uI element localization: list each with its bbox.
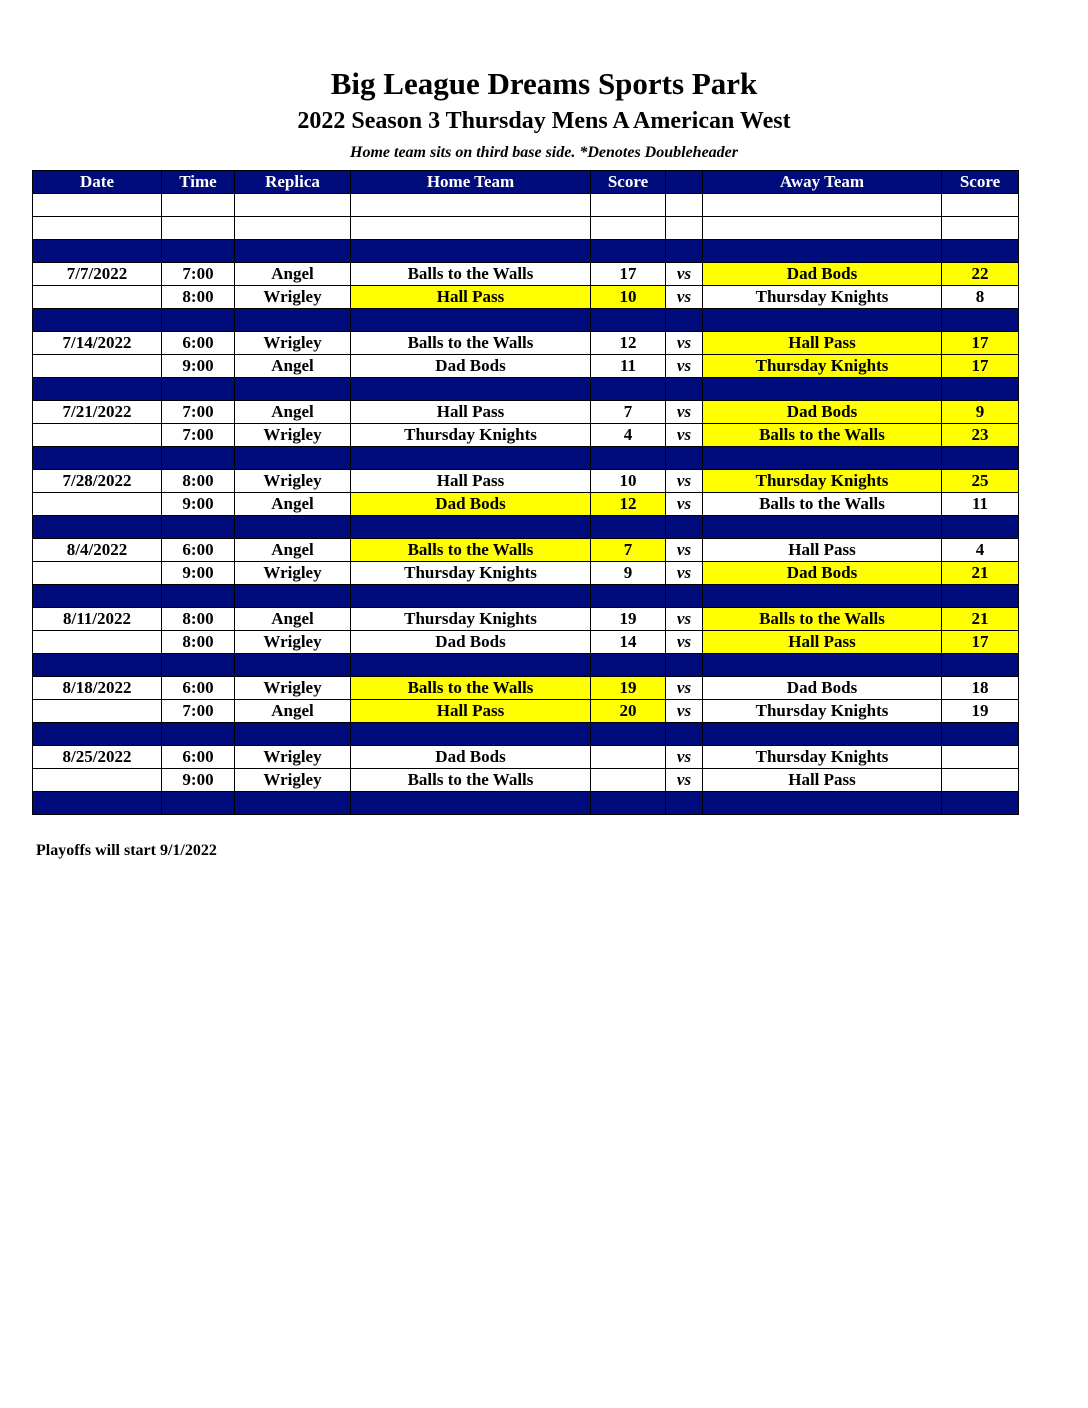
away-score-cell: 11	[942, 493, 1019, 516]
home-score-cell: 12	[591, 332, 666, 355]
separator-cell	[591, 447, 666, 470]
separator-cell	[235, 309, 351, 332]
separator-cell	[33, 240, 162, 263]
separator-cell	[33, 792, 162, 815]
separator-cell	[351, 309, 591, 332]
away-team-cell: Balls to the Walls	[703, 608, 942, 631]
home-team-cell: Dad Bods	[351, 631, 591, 654]
separator-cell	[942, 723, 1019, 746]
separator-cell	[235, 447, 351, 470]
blank-row	[33, 217, 1019, 240]
separator-cell	[351, 240, 591, 263]
col-header-away-score: Score	[942, 171, 1019, 194]
away-team-cell: Dad Bods	[703, 677, 942, 700]
vs-cell: vs	[666, 493, 703, 516]
separator-row	[33, 792, 1019, 815]
home-team-cell: Balls to the Walls	[351, 539, 591, 562]
separator-cell	[591, 792, 666, 815]
home-team-cell: Hall Pass	[351, 286, 591, 309]
playoffs-note: Playoffs will start 9/1/2022	[36, 842, 217, 859]
separator-cell	[666, 378, 703, 401]
separator-cell	[591, 309, 666, 332]
replica-cell: Angel	[235, 355, 351, 378]
home-team-cell: Balls to the Walls	[351, 332, 591, 355]
date-cell: 7/28/2022	[33, 470, 162, 493]
separator-cell	[235, 723, 351, 746]
date-cell: 8/25/2022	[33, 746, 162, 769]
away-score-cell: 23	[942, 424, 1019, 447]
time-cell: 8:00	[162, 631, 235, 654]
blank-cell	[942, 217, 1019, 240]
replica-cell: Wrigley	[235, 332, 351, 355]
date-cell	[33, 493, 162, 516]
page-subtitle: 2022 Season 3 Thursday Mens A American West	[297, 108, 791, 134]
replica-cell: Wrigley	[235, 631, 351, 654]
home-team-cell: Dad Bods	[351, 746, 591, 769]
separator-cell	[351, 723, 591, 746]
game-row	[33, 769, 1019, 792]
vs-cell: vs	[666, 769, 703, 792]
vs-cell: vs	[666, 470, 703, 493]
separator-cell	[942, 309, 1019, 332]
blank-cell	[703, 194, 942, 217]
replica-cell: Wrigley	[235, 470, 351, 493]
game-row	[33, 677, 1019, 700]
page-title: Big League Dreams Sports Park	[330, 66, 758, 101]
separator-cell	[33, 654, 162, 677]
away-score-cell	[942, 746, 1019, 769]
separator-cell	[591, 585, 666, 608]
game-row	[33, 401, 1019, 424]
home-team-cell: Hall Pass	[351, 470, 591, 493]
separator-cell	[703, 516, 942, 539]
separator-cell	[162, 378, 235, 401]
game-row	[33, 631, 1019, 654]
home-score-cell: 4	[591, 424, 666, 447]
replica-cell: Angel	[235, 539, 351, 562]
time-cell: 6:00	[162, 332, 235, 355]
home-team-cell: Balls to the Walls	[351, 677, 591, 700]
home-score-cell: 11	[591, 355, 666, 378]
separator-cell	[162, 723, 235, 746]
col-header-home-team: Home Team	[351, 171, 591, 194]
home-score-cell: 19	[591, 677, 666, 700]
separator-cell	[351, 516, 591, 539]
time-cell: 9:00	[162, 493, 235, 516]
away-team-cell: Dad Bods	[703, 562, 942, 585]
time-cell: 8:00	[162, 608, 235, 631]
date-cell	[33, 700, 162, 723]
away-score-cell: 8	[942, 286, 1019, 309]
separator-cell	[942, 378, 1019, 401]
separator-cell	[351, 654, 591, 677]
home-team-cell: Hall Pass	[351, 401, 591, 424]
time-cell: 9:00	[162, 562, 235, 585]
date-cell: 8/11/2022	[33, 608, 162, 631]
separator-cell	[33, 378, 162, 401]
separator-cell	[703, 723, 942, 746]
separator-row	[33, 723, 1019, 746]
separator-cell	[703, 309, 942, 332]
separator-cell	[162, 240, 235, 263]
separator-cell	[666, 447, 703, 470]
game-row	[33, 470, 1019, 493]
away-team-cell: Hall Pass	[703, 332, 942, 355]
vs-cell: vs	[666, 631, 703, 654]
vs-cell: vs	[666, 355, 703, 378]
separator-cell	[162, 792, 235, 815]
separator-cell	[703, 654, 942, 677]
game-row	[33, 539, 1019, 562]
separator-cell	[235, 240, 351, 263]
time-cell: 7:00	[162, 700, 235, 723]
blank-cell	[33, 194, 162, 217]
replica-cell: Angel	[235, 700, 351, 723]
replica-cell: Wrigley	[235, 769, 351, 792]
away-team-cell: Thursday Knights	[703, 470, 942, 493]
date-cell	[33, 286, 162, 309]
separator-cell	[703, 792, 942, 815]
replica-cell: Wrigley	[235, 286, 351, 309]
home-score-cell: 10	[591, 286, 666, 309]
separator-cell	[162, 309, 235, 332]
away-score-cell: 9	[942, 401, 1019, 424]
vs-cell: vs	[666, 746, 703, 769]
away-score-cell: 22	[942, 263, 1019, 286]
separator-cell	[33, 723, 162, 746]
time-cell: 8:00	[162, 286, 235, 309]
away-score-cell: 17	[942, 631, 1019, 654]
vs-cell: vs	[666, 401, 703, 424]
vs-cell: vs	[666, 332, 703, 355]
col-header-time: Time	[162, 171, 235, 194]
time-cell: 6:00	[162, 677, 235, 700]
separator-row	[33, 585, 1019, 608]
separator-cell	[666, 309, 703, 332]
time-cell: 6:00	[162, 539, 235, 562]
game-row	[33, 355, 1019, 378]
separator-cell	[666, 585, 703, 608]
date-cell	[33, 562, 162, 585]
vs-cell: vs	[666, 263, 703, 286]
date-cell: 7/14/2022	[33, 332, 162, 355]
time-cell: 6:00	[162, 746, 235, 769]
home-team-cell: Thursday Knights	[351, 424, 591, 447]
col-header-home-score: Score	[591, 171, 666, 194]
separator-cell	[162, 585, 235, 608]
away-score-cell: 17	[942, 355, 1019, 378]
separator-cell	[33, 516, 162, 539]
home-score-cell: 19	[591, 608, 666, 631]
blank-cell	[703, 217, 942, 240]
blank-cell	[162, 194, 235, 217]
separator-cell	[666, 240, 703, 263]
replica-cell: Wrigley	[235, 677, 351, 700]
home-score-cell: 12	[591, 493, 666, 516]
time-cell: 7:00	[162, 424, 235, 447]
replica-cell: Wrigley	[235, 746, 351, 769]
separator-cell	[703, 585, 942, 608]
vs-cell: vs	[666, 562, 703, 585]
col-header-replica: Replica	[235, 171, 351, 194]
separator-row	[33, 240, 1019, 263]
home-team-cell: Thursday Knights	[351, 608, 591, 631]
blank-row	[33, 194, 1019, 217]
vs-cell: vs	[666, 677, 703, 700]
home-team-cell: Balls to the Walls	[351, 263, 591, 286]
game-row	[33, 263, 1019, 286]
date-cell	[33, 769, 162, 792]
home-team-cell: Balls to the Walls	[351, 769, 591, 792]
game-row	[33, 608, 1019, 631]
separator-row	[33, 516, 1019, 539]
separator-cell	[591, 654, 666, 677]
away-team-cell: Thursday Knights	[703, 700, 942, 723]
separator-cell	[591, 378, 666, 401]
separator-cell	[703, 378, 942, 401]
vs-cell: vs	[666, 286, 703, 309]
date-cell: 7/7/2022	[33, 263, 162, 286]
col-header-vs	[666, 171, 703, 194]
away-score-cell: 4	[942, 539, 1019, 562]
game-row	[33, 493, 1019, 516]
home-score-cell: 7	[591, 401, 666, 424]
separator-cell	[351, 585, 591, 608]
game-row	[33, 286, 1019, 309]
away-score-cell	[942, 769, 1019, 792]
blank-cell	[162, 217, 235, 240]
separator-row	[33, 654, 1019, 677]
separator-cell	[591, 240, 666, 263]
time-cell: 9:00	[162, 769, 235, 792]
game-row	[33, 332, 1019, 355]
separator-cell	[33, 447, 162, 470]
separator-row	[33, 378, 1019, 401]
home-score-cell: 9	[591, 562, 666, 585]
away-team-cell: Balls to the Walls	[703, 493, 942, 516]
blank-cell	[235, 194, 351, 217]
separator-cell	[162, 516, 235, 539]
separator-cell	[703, 447, 942, 470]
game-row	[33, 746, 1019, 769]
separator-row	[33, 309, 1019, 332]
separator-cell	[942, 516, 1019, 539]
away-score-cell: 21	[942, 608, 1019, 631]
separator-cell	[33, 309, 162, 332]
vs-cell: vs	[666, 700, 703, 723]
away-score-cell: 25	[942, 470, 1019, 493]
separator-cell	[235, 654, 351, 677]
game-row	[33, 700, 1019, 723]
replica-cell: Wrigley	[235, 562, 351, 585]
home-score-cell: 14	[591, 631, 666, 654]
game-row	[33, 562, 1019, 585]
away-team-cell: Hall Pass	[703, 631, 942, 654]
away-score-cell: 18	[942, 677, 1019, 700]
separator-cell	[351, 378, 591, 401]
vs-cell: vs	[666, 424, 703, 447]
replica-cell: Wrigley	[235, 424, 351, 447]
col-header-date: Date	[33, 171, 162, 194]
blank-cell	[666, 217, 703, 240]
separator-cell	[942, 240, 1019, 263]
date-cell: 8/4/2022	[33, 539, 162, 562]
time-cell: 7:00	[162, 401, 235, 424]
blank-cell	[666, 194, 703, 217]
home-score-cell: 10	[591, 470, 666, 493]
date-cell	[33, 355, 162, 378]
separator-cell	[351, 792, 591, 815]
blank-cell	[351, 194, 591, 217]
separator-cell	[591, 723, 666, 746]
schedule-body	[33, 194, 1019, 815]
home-score-cell	[591, 769, 666, 792]
table-header-row	[33, 171, 1019, 194]
date-cell: 7/21/2022	[33, 401, 162, 424]
away-score-cell: 21	[942, 562, 1019, 585]
away-team-cell: Balls to the Walls	[703, 424, 942, 447]
away-score-cell: 19	[942, 700, 1019, 723]
home-team-cell: Dad Bods	[351, 355, 591, 378]
separator-cell	[942, 792, 1019, 815]
blank-cell	[351, 217, 591, 240]
separator-cell	[162, 654, 235, 677]
schedule-table	[32, 170, 1019, 815]
away-team-cell: Dad Bods	[703, 401, 942, 424]
separator-cell	[703, 240, 942, 263]
separator-cell	[162, 447, 235, 470]
separator-cell	[351, 447, 591, 470]
blank-cell	[235, 217, 351, 240]
replica-cell: Angel	[235, 608, 351, 631]
time-cell: 8:00	[162, 470, 235, 493]
replica-cell: Angel	[235, 493, 351, 516]
home-team-cell: Thursday Knights	[351, 562, 591, 585]
game-row	[33, 424, 1019, 447]
home-score-cell: 17	[591, 263, 666, 286]
time-cell: 9:00	[162, 355, 235, 378]
separator-cell	[942, 654, 1019, 677]
separator-row	[33, 447, 1019, 470]
blank-cell	[33, 217, 162, 240]
separator-cell	[666, 654, 703, 677]
away-team-cell: Dad Bods	[703, 263, 942, 286]
away-team-cell: Hall Pass	[703, 539, 942, 562]
home-score-cell	[591, 746, 666, 769]
separator-cell	[33, 585, 162, 608]
separator-cell	[666, 792, 703, 815]
replica-cell: Angel	[235, 401, 351, 424]
separator-cell	[235, 585, 351, 608]
home-score-cell: 20	[591, 700, 666, 723]
separator-cell	[235, 378, 351, 401]
date-cell	[33, 631, 162, 654]
away-score-cell: 17	[942, 332, 1019, 355]
vs-cell: vs	[666, 539, 703, 562]
col-header-away-team: Away Team	[703, 171, 942, 194]
separator-cell	[942, 585, 1019, 608]
blank-cell	[591, 217, 666, 240]
home-score-cell: 7	[591, 539, 666, 562]
date-cell	[33, 424, 162, 447]
separator-cell	[666, 723, 703, 746]
away-team-cell: Thursday Knights	[703, 746, 942, 769]
replica-cell: Angel	[235, 263, 351, 286]
separator-cell	[235, 792, 351, 815]
date-cell: 8/18/2022	[33, 677, 162, 700]
vs-cell: vs	[666, 608, 703, 631]
separator-cell	[235, 516, 351, 539]
blank-cell	[591, 194, 666, 217]
separator-cell	[942, 447, 1019, 470]
page-note: Home team sits on third base side. *Denotes Doubleheader	[350, 144, 738, 161]
separator-cell	[591, 516, 666, 539]
away-team-cell: Thursday Knights	[703, 355, 942, 378]
home-team-cell: Hall Pass	[351, 700, 591, 723]
home-team-cell: Dad Bods	[351, 493, 591, 516]
blank-cell	[942, 194, 1019, 217]
time-cell: 7:00	[162, 263, 235, 286]
away-team-cell: Thursday Knights	[703, 286, 942, 309]
away-team-cell: Hall Pass	[703, 769, 942, 792]
separator-cell	[666, 516, 703, 539]
